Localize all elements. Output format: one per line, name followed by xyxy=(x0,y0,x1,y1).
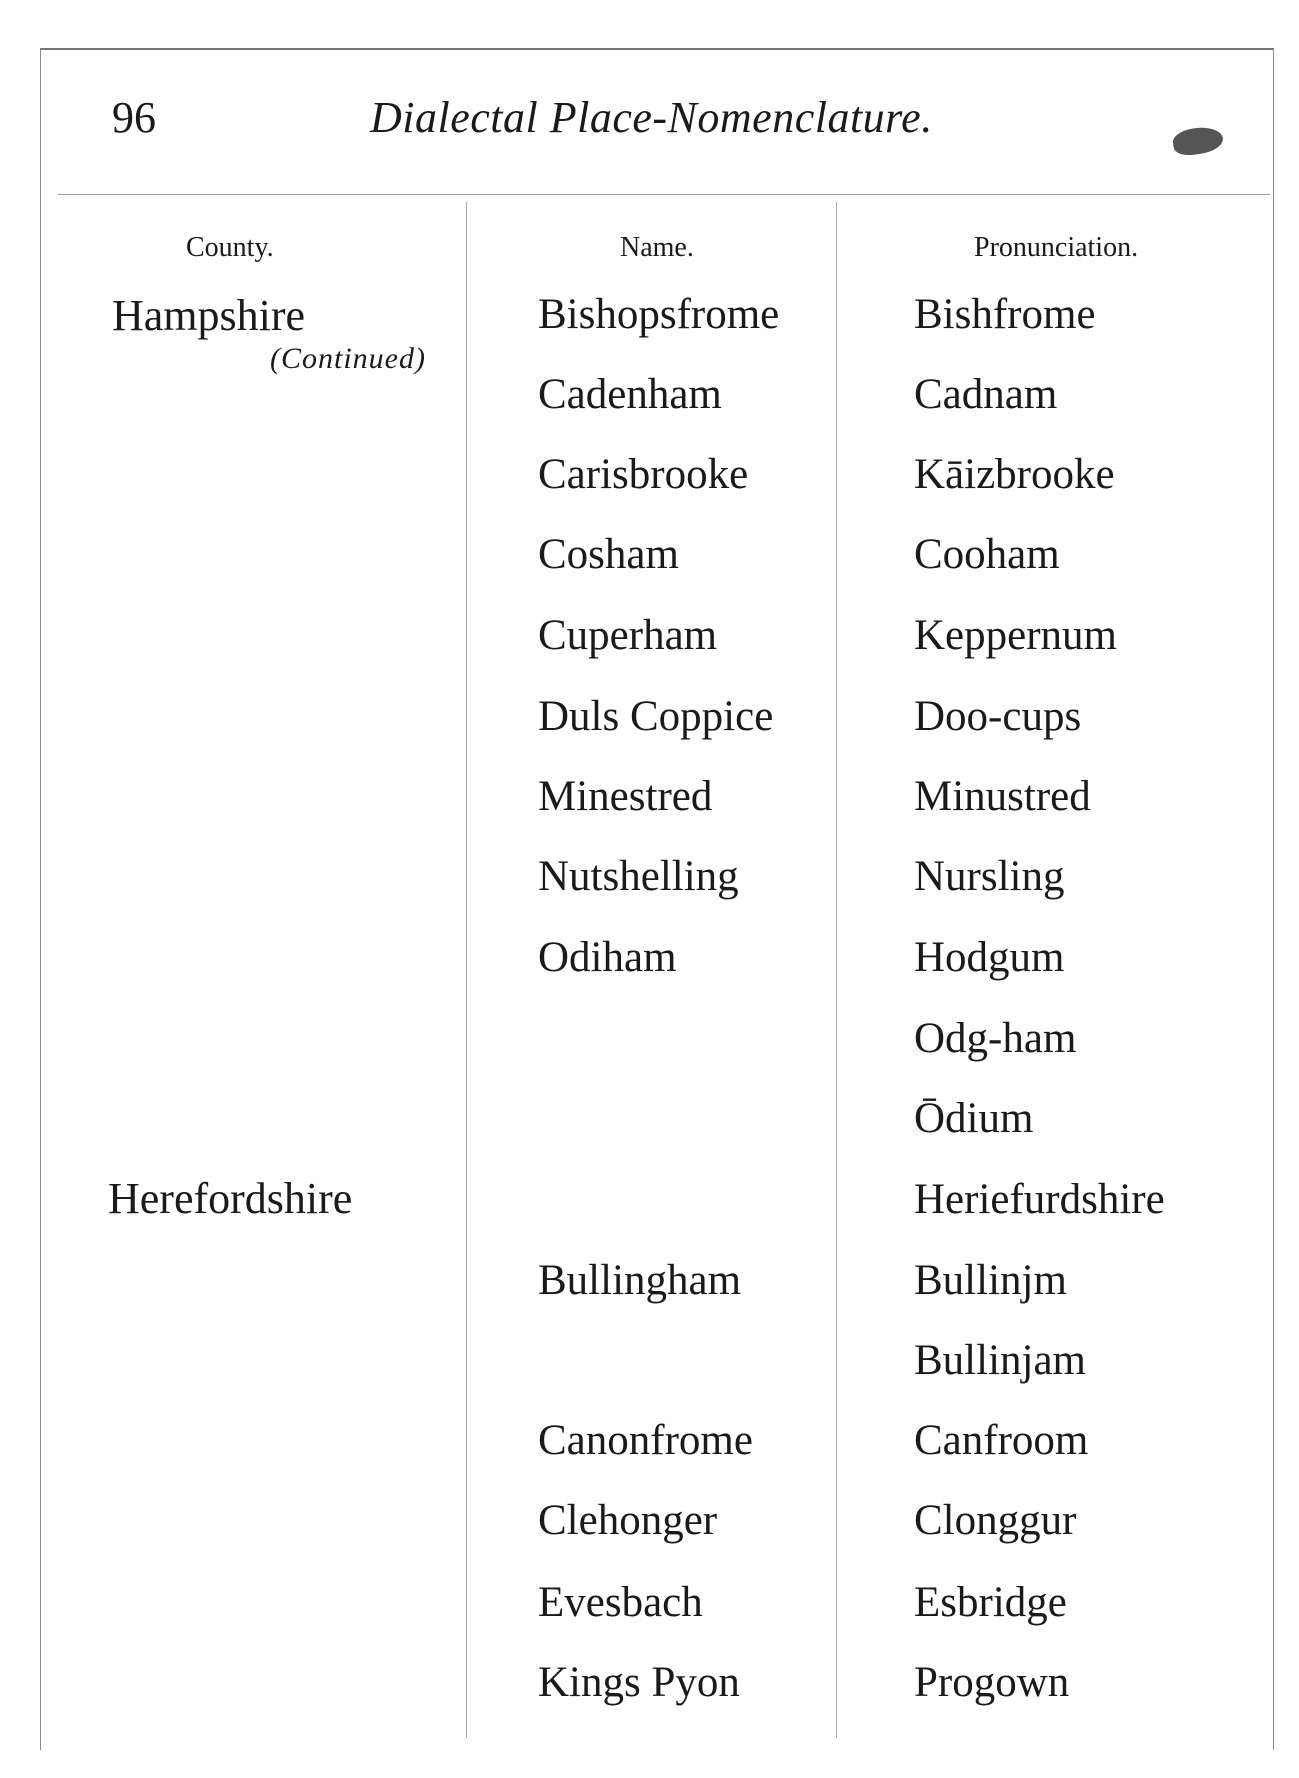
place-name-cell: Carisbrooke xyxy=(538,451,749,498)
header-rule xyxy=(58,194,1270,195)
place-name-cell: Minestred xyxy=(538,773,713,820)
pronunciation-cell: Odg-ham xyxy=(914,1015,1077,1062)
pronunciation-cell: Kāizbrooke xyxy=(914,451,1115,498)
county-hampshire: Hampshire xyxy=(112,291,306,340)
place-name-cell: Cosham xyxy=(538,531,679,578)
pronunciation-cell: Minustred xyxy=(914,773,1091,820)
place-name-cell: Odiham xyxy=(538,934,677,981)
place-name-cell: Evesbach xyxy=(538,1579,703,1626)
place-name-cell: Bishopsfrome xyxy=(538,291,780,338)
place-name-cell: Kings Pyon xyxy=(538,1659,740,1706)
place-name-cell: Cadenham xyxy=(538,371,722,418)
column-header-name: Name. xyxy=(620,232,694,263)
county-continued-note: (Continued) xyxy=(270,342,426,375)
place-name-cell: Clehonger xyxy=(538,1497,718,1544)
pronunciation-cell: Canfroom xyxy=(914,1417,1089,1464)
column-rule-2 xyxy=(836,202,837,1738)
pronunciation-cell: Clonggur xyxy=(914,1497,1077,1544)
column-header-pronunciation: Pronunciation. xyxy=(974,232,1139,263)
pronunciation-cell: Bishfrome xyxy=(914,291,1096,338)
pronunciation-cell: Bullinjm xyxy=(914,1257,1067,1304)
pronunciation-cell: Doo-cups xyxy=(914,693,1082,740)
place-name-cell: Bullingham xyxy=(538,1257,742,1304)
column-rule-1 xyxy=(466,202,467,1738)
place-name-cell: Canonfrome xyxy=(538,1417,753,1464)
column-header-county: County. xyxy=(186,232,274,263)
pronunciation-cell: Ōdium xyxy=(914,1095,1034,1142)
pronunciation-cell: Hodgum xyxy=(914,934,1065,981)
county-herefordshire: Herefordshire xyxy=(108,1174,353,1223)
pronunciation-cell: Progown xyxy=(914,1659,1070,1706)
pronunciation-cell: Heriefurdshire xyxy=(914,1176,1165,1223)
place-name-cell: Nutshelling xyxy=(538,853,739,900)
pronunciation-cell: Esbridge xyxy=(914,1579,1067,1626)
pronunciation-cell: Bullinjam xyxy=(914,1337,1086,1384)
pronunciation-cell: Keppernum xyxy=(914,612,1117,659)
pronunciation-cell: Cadnam xyxy=(914,371,1058,418)
pronunciation-cell: Nursling xyxy=(914,853,1065,900)
page-number: 96 xyxy=(112,93,156,142)
place-name-cell: Cuperham xyxy=(538,612,718,659)
pronunciation-cell: Cooham xyxy=(914,531,1060,578)
running-title: Dialectal Place-Nomenclature. xyxy=(370,93,933,142)
place-name-cell: Duls Coppice xyxy=(538,693,774,740)
